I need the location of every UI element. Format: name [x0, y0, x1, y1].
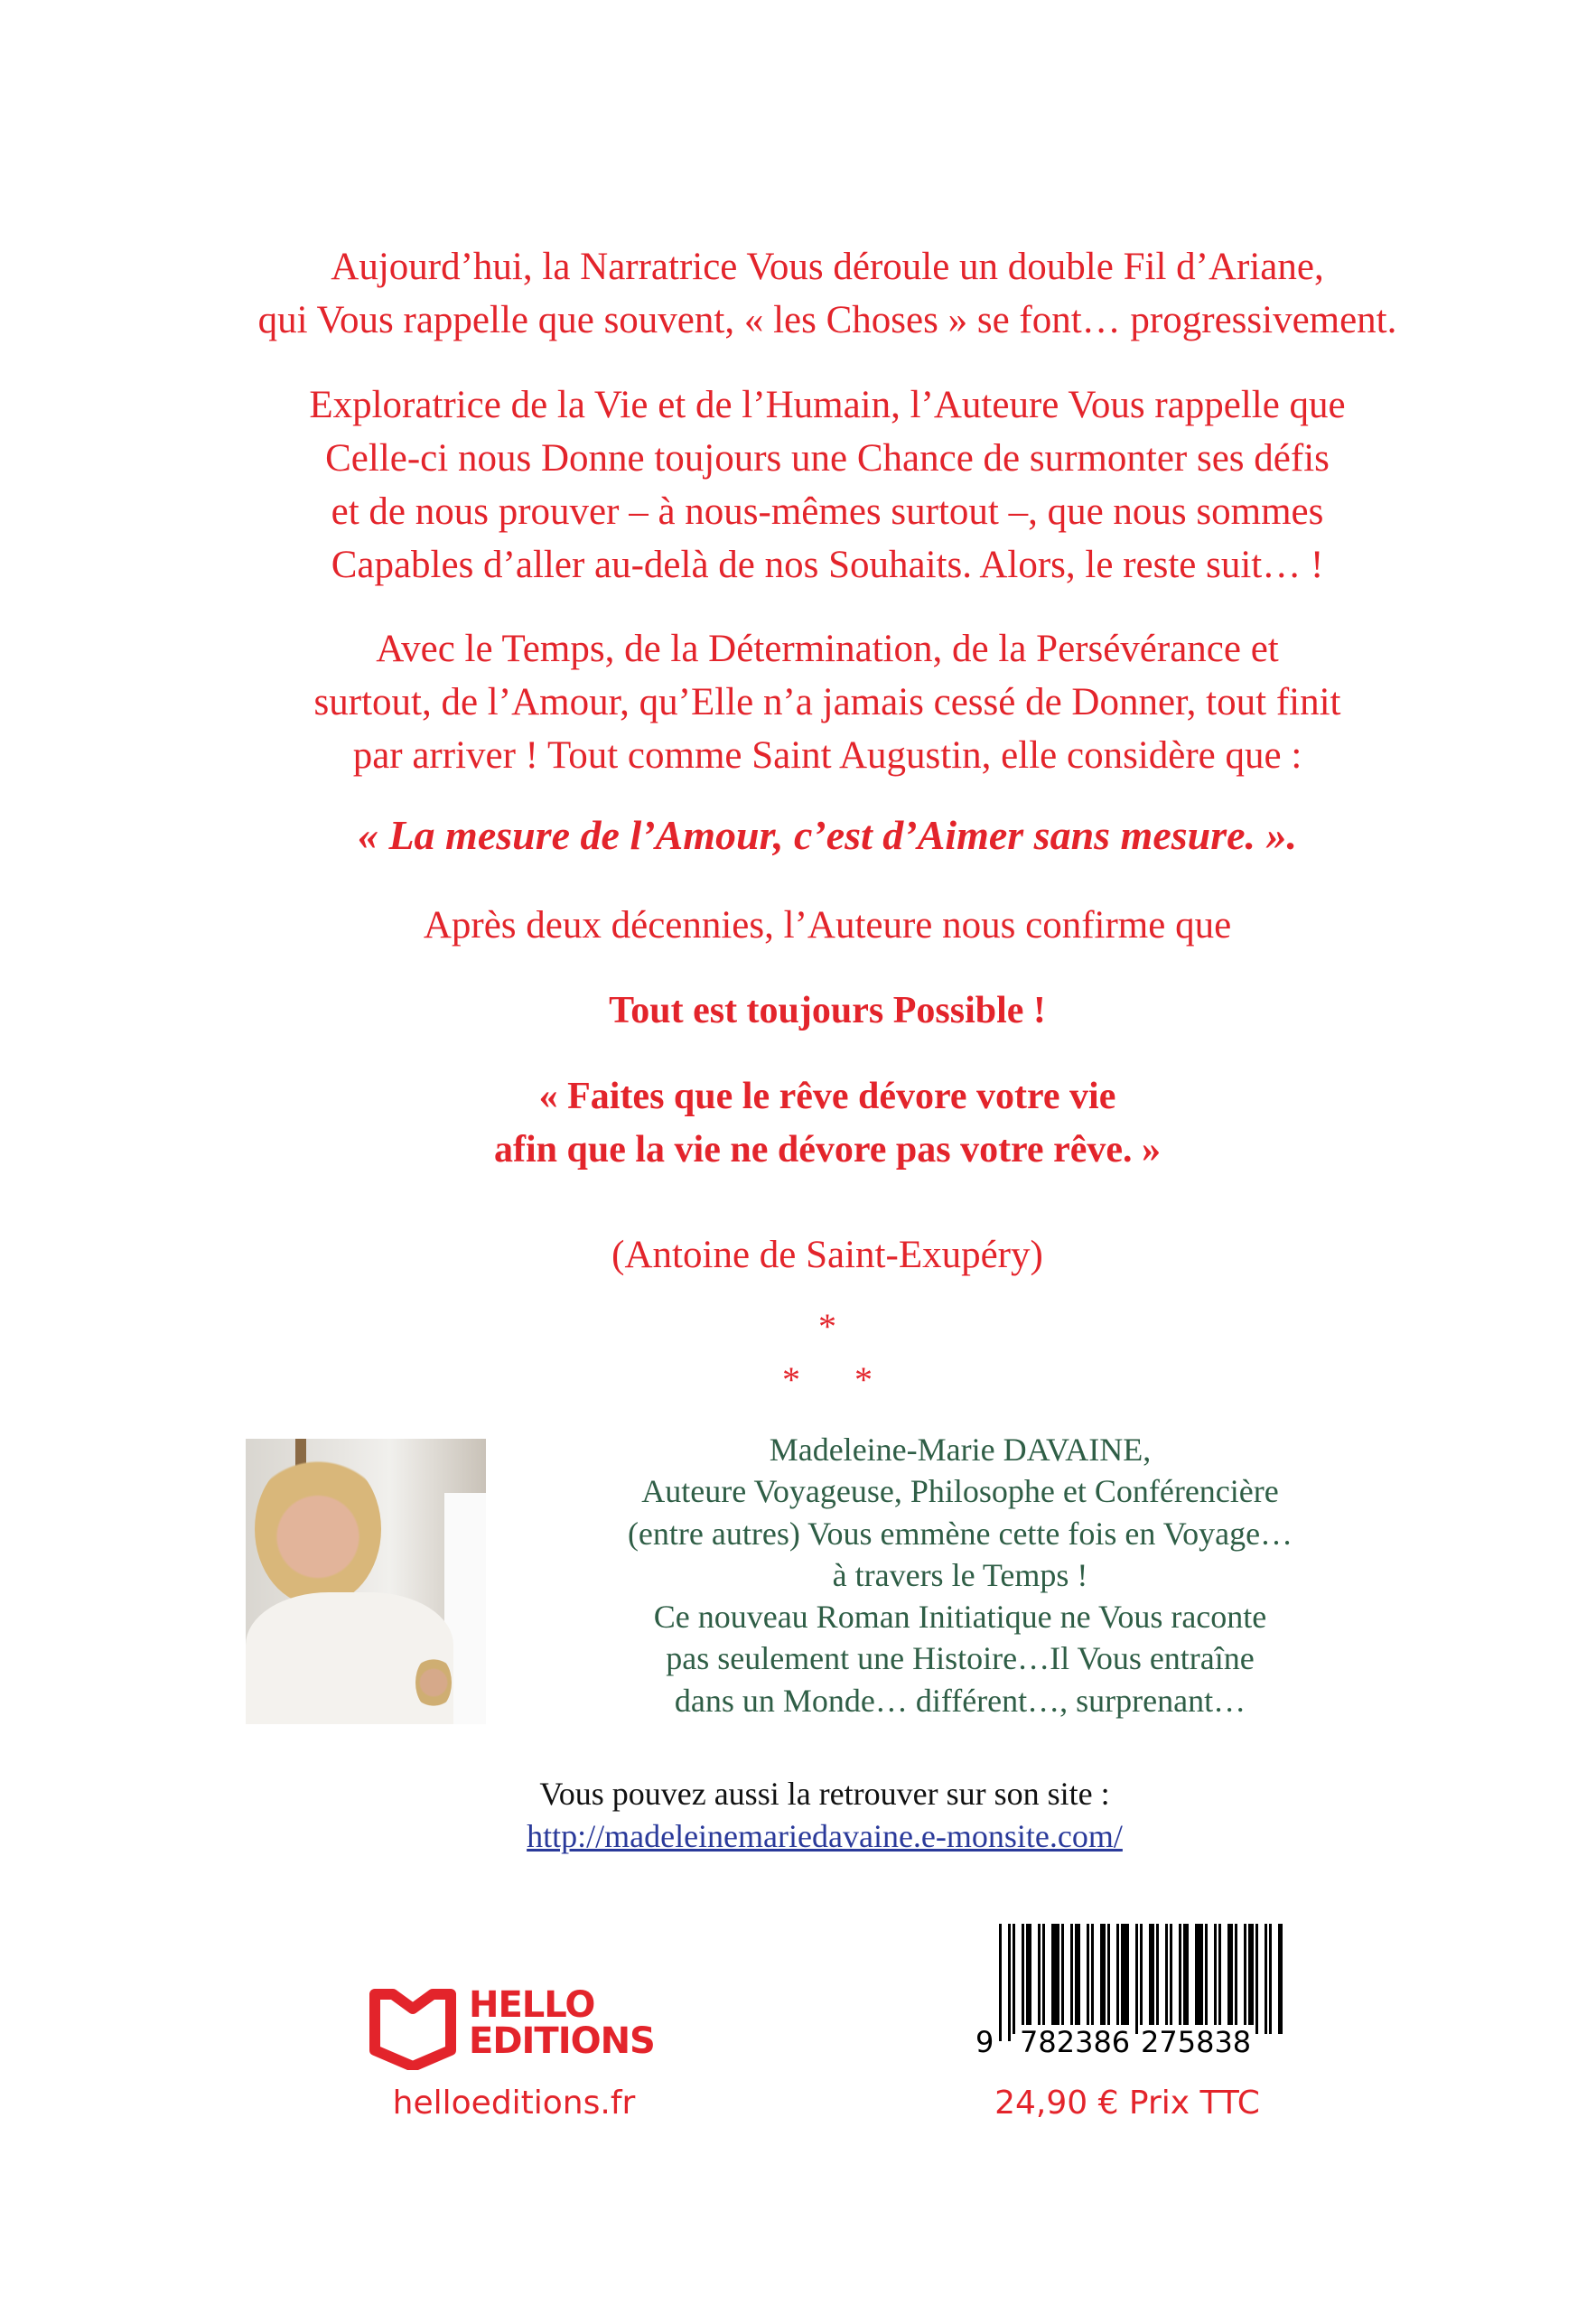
- logo-text: EDITIONS: [469, 2020, 655, 2062]
- author-bio: [599, 1429, 1321, 1721]
- barcode-bar: [1235, 1924, 1237, 2034]
- site-url-row: [0, 1817, 1596, 1855]
- site-link[interactable]: http://madeleinemariedavaine.e-monsite.com/: [527, 1818, 1123, 1854]
- isbn-group: 275838: [1138, 2025, 1254, 2059]
- exupery-quote: [0, 1070, 1596, 1177]
- text-line: Ce nouveau Roman Initiatique ne Vous raconte: [653, 1599, 1267, 1636]
- barcode-bar: [1042, 1924, 1045, 2034]
- barcode-bar: [1248, 1924, 1254, 2034]
- barcode-bar: [1195, 1924, 1203, 2034]
- barcode-bar: [1121, 1924, 1129, 2034]
- exupery-attribution: (Antoine de Saint-Exupéry): [611, 1234, 1043, 1276]
- isbn-barcode: [975, 1924, 1283, 2068]
- barcode-bar: [1061, 1924, 1064, 2034]
- text-line: Madeleine-Marie DAVAINE,: [769, 1432, 1152, 1468]
- barcode-bars: [975, 1924, 1283, 2041]
- barcode-bar: [1205, 1924, 1208, 2034]
- barcode-bar: [1135, 1924, 1138, 2034]
- text-line: afin que la vie ne dévore pas votre rêve. »: [493, 1129, 1161, 1171]
- isbn-group: 782386: [1017, 2025, 1133, 2059]
- barcode-bar: [1116, 1924, 1119, 2034]
- text-line: pas seulement une Histoire…Il Vous entraîne: [666, 1640, 1255, 1677]
- barcode-bar: [1255, 1924, 1258, 2034]
- publisher-website: helloeditions.fr: [392, 2085, 636, 2122]
- barcode-bar: [1170, 1924, 1172, 2034]
- text-line: qui Vous rappelle que souvent, « les Choses » se font… progressivement.: [257, 299, 1397, 341]
- author-photo: [246, 1439, 486, 1724]
- apres-line: Après deux décennies, l’Auteure nous confirme que: [423, 904, 1232, 947]
- barcode-bar: [1026, 1924, 1031, 2034]
- barcode-bar: [1165, 1924, 1168, 2034]
- barcode-bar: [1183, 1924, 1189, 2034]
- text-line: surtout, de l’Amour, qu’Elle n’a jamais cessé de Donner, tout finit: [313, 681, 1341, 723]
- site-intro: Vous pouvez aussi la retrouver sur son site :: [539, 1776, 1110, 1812]
- augustin-quote: « La mesure de l’Amour, c’est d’Aimer sans mesure. ».: [357, 812, 1298, 858]
- barcode-bar: [1022, 1924, 1024, 2034]
- text-line: (entre autres) Vous emmène cette fois en Voyage…: [627, 1515, 1293, 1552]
- book-shield-icon: [369, 1987, 460, 2070]
- barcode-bar: [1156, 1924, 1159, 2034]
- barcode-bar: [1051, 1924, 1059, 2034]
- logo-text: HELLO: [469, 1984, 595, 2026]
- asterism-bottom: [0, 1358, 1596, 1401]
- text-line: Auteure Voyageuse, Philosophe et Conférencière: [641, 1473, 1279, 1510]
- paragraph-intro: [0, 240, 1596, 347]
- hello-editions-logo: [369, 1984, 667, 2070]
- text-line: Avec le Temps, de la Détermination, de la Persévérance et: [376, 628, 1279, 670]
- text-line: par arriver ! Tout comme Saint Augustin, elle considère que :: [352, 734, 1302, 777]
- asterisk: *: [854, 1359, 873, 1400]
- text-line: à travers le Temps !: [832, 1556, 1088, 1593]
- barcode-bar: [1013, 1924, 1015, 2034]
- barcode-bar: [1075, 1924, 1080, 2034]
- paragraph-temps: [0, 622, 1596, 782]
- text-line: Aujourd’hui, la Narratrice Vous déroule un double Fil d’Ariane,: [331, 246, 1324, 288]
- barcode-bar: [1269, 1924, 1272, 2034]
- barcode-bar: [1218, 1924, 1221, 2034]
- barcode-bar: [1278, 1924, 1283, 2034]
- asterisk: *: [782, 1359, 800, 1400]
- barcode-bar: [1008, 1924, 1011, 2041]
- asterism-top: *: [818, 1306, 836, 1347]
- text-line: « Faites que le rêve dévore votre vie: [538, 1076, 1116, 1117]
- text-line: Capables d’aller au-delà de nos Souhaits. Alors, le reste suit… !: [331, 544, 1324, 586]
- barcode-bar: [1179, 1924, 1181, 2034]
- barcode-bar: [1244, 1924, 1246, 2034]
- paragraph-exploratrice: [0, 378, 1596, 592]
- barcode-bar: [1087, 1924, 1089, 2034]
- barcode-bar: [1214, 1924, 1217, 2034]
- isbn-digit: 9: [975, 2025, 994, 2059]
- text-line: et de nous prouver – à nous-mêmes surtout –, que nous sommes: [331, 490, 1324, 533]
- text-line: dans un Monde… différent…, surprenant…: [674, 1682, 1246, 1719]
- barcode-bar: [1149, 1924, 1154, 2034]
- barcode-bar: [1140, 1924, 1143, 2034]
- possible-line: Tout est toujours Possible !: [609, 990, 1046, 1031]
- barcode-bar: [1107, 1924, 1110, 2034]
- text-line: Celle-ci nous Donne toujours une Chance de surmonter ses défis: [325, 437, 1330, 480]
- barcode-bar: [999, 1924, 1002, 2041]
- barcode-bar: [1038, 1924, 1041, 2034]
- barcode-bar: [1091, 1924, 1094, 2034]
- barcode-bar: [1100, 1924, 1106, 2034]
- barcode-bar: [1070, 1924, 1073, 2034]
- price: 24,90 € Prix TTC: [994, 2085, 1260, 2122]
- barcode-bar: [1227, 1924, 1233, 2034]
- text-line: Exploratrice de la Vie et de l’Humain, l’Auteure Vous rappelle que: [309, 384, 1346, 426]
- barcode-bar: [1265, 1924, 1267, 2034]
